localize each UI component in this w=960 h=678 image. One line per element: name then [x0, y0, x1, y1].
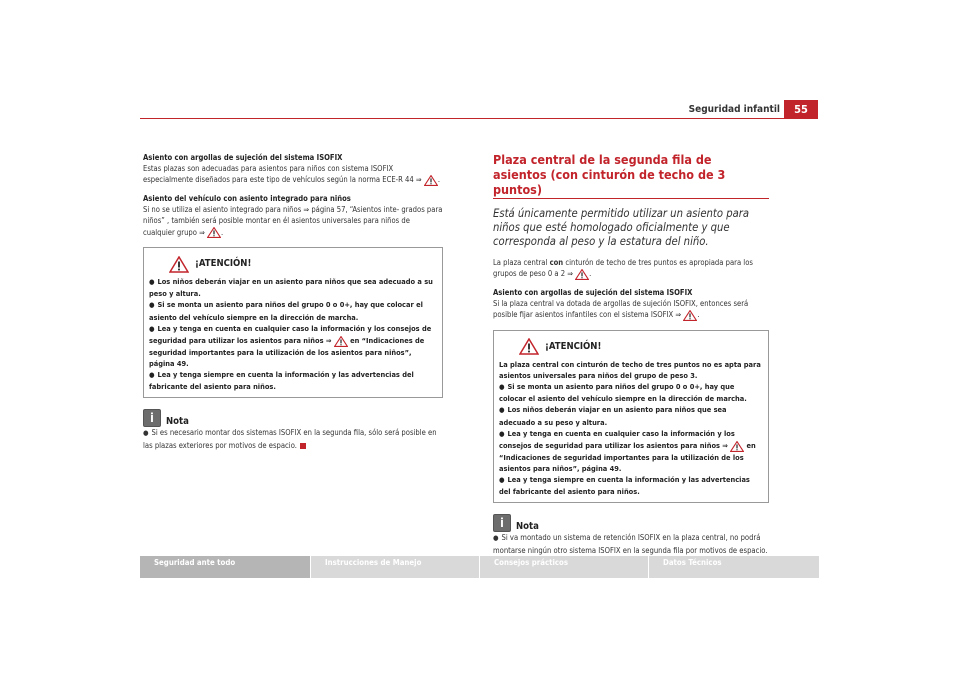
- warning-triangle-icon: [334, 336, 348, 347]
- paragraph-integrated-seat: Si no se utiliza el asiento integrado para niños ⇒ página 57, “Asientos inte- grados para niños” , también será posible montar en él asientos universales para niños de cualquier grupo ⇒ .: [143, 205, 443, 237]
- warning-triangle-icon: [575, 269, 589, 280]
- note-heading: i Nota: [493, 510, 769, 532]
- warning-box: [143, 247, 443, 398]
- warning-triangle-icon: [207, 227, 221, 238]
- warning-title: ¡ATENCIÓN!: [499, 337, 763, 357]
- warning-item: ● Lea y tenga en cuenta en cualquier caso la información y los consejos de seguridad para utilizar los asientos para niños ⇒ en “Indicaciones de seguridad importantes para la utilización de los asientos para niños”, página 49.: [499, 428, 756, 473]
- page-number: 55: [784, 100, 818, 119]
- warning-item: ● Lea y tenga siempre en cuenta la información y las advertencias del fabricante del asiento para niños.: [149, 369, 414, 392]
- warning-triangle-icon: [424, 175, 438, 186]
- left-column: [143, 152, 443, 451]
- footer-tab-consejos[interactable]: Consejos prácticos: [480, 556, 648, 578]
- footer-tab-instrucciones[interactable]: Instrucciones de Manejo: [311, 556, 479, 578]
- warning-item: ● Los niños deberán viajar en un asiento para niños que sea adecuado a su peso y altura.: [149, 277, 433, 299]
- warning-item: ● Si se monta un asiento para niños del grupo 0 o 0+, hay que colocar el asiento del vehículo siempre en la dirección de marcha.: [149, 300, 423, 322]
- note-heading: i Nota: [143, 405, 443, 427]
- note-text: ● Si es necesario montar dos sistemas ISOFIX en la segunda fila, sólo será posible en las plazas exteriores por motivos de espacio.: [143, 428, 437, 450]
- note-icon: i: [143, 409, 161, 427]
- warning-triangle-icon: [519, 338, 539, 355]
- warning-triangle-icon: [169, 256, 189, 273]
- warning-item: ● Lea y tenga en cuenta en cualquier caso la información y los consejos de seguridad para utilizar los asientos para niños ⇒ en “Indicaciones de seguridad importantes para la utilización de los asientos para niños”, página 49.: [149, 323, 432, 368]
- paragraph-central-seat: La plaza central con cinturón de techo de tres puntos es apropiada para los grupos de peso 0 a 2 ⇒ .: [493, 258, 753, 279]
- subheading-isofix: Asiento con argollas de sujeción del sistema ISOFIX: [143, 153, 343, 162]
- warning-title: ¡ATENCIÓN!: [149, 254, 437, 274]
- paragraph-isofix: Estas plazas son adecuadas para asientos para niños con sistema ISOFIX especialmente diseñados para este tipo de vehículos según la norma ECE-R 44 ⇒ .: [143, 164, 440, 185]
- header-rule: [140, 118, 818, 119]
- section-title: Plaza central de la segunda fila de asientos (con cinturón de techo de 3 puntos): [493, 152, 726, 197]
- warning-box: [493, 330, 769, 504]
- footer-tab-seguridad[interactable]: Seguridad ante todo: [140, 556, 310, 578]
- subheading-integrated-seat: Asiento del vehículo con asiento integrado para niños: [143, 193, 351, 203]
- warning-item: ● Si se monta un asiento para niños del grupo 0 o 0+, hay que colocar el asiento del vehículo siempre en la dirección de marcha.: [499, 382, 747, 404]
- running-header-title: Seguridad infantil: [688, 104, 780, 115]
- section-rule: [493, 198, 769, 199]
- footer-tab-datos[interactable]: Datos Técnicos: [649, 556, 819, 578]
- end-mark-icon: [300, 443, 306, 449]
- subheading-isofix-central: Asiento con argollas de sujeción del sistema ISOFIX: [493, 287, 693, 297]
- right-column: [493, 152, 769, 567]
- paragraph-isofix-central: Si la plaza central va dotada de argollas de sujeción ISOFIX, entonces será posible fijar asientos infantiles con el sistema ISOFIX ⇒ .: [493, 298, 749, 320]
- warning-item: ● Lea y tenga siempre en cuenta la información y las advertencias del fabricante del asiento para niños.: [499, 474, 750, 497]
- warning-triangle-icon: [683, 310, 697, 321]
- note-text: ● Si va montado un sistema de retención ISOFIX en la plaza central, no podrá montarse ningún otro sistema ISOFIX en la segunda fila por motivos de espacio.: [493, 532, 769, 567]
- warning-lead: La plaza central con cinturón de techo de tres puntos no es apta para asientos universales para niños del grupo de peso 3.: [499, 359, 761, 380]
- note-icon: i: [493, 514, 511, 532]
- section-intro: Está únicamente permitido utilizar un asiento para niños que esté homologado oficialmente y que corresponda al peso y la estatura del niño.: [493, 207, 750, 248]
- warning-item: ● Los niños deberán viajar en un asiento para niños que sea adecuado a su peso y altura.: [499, 405, 727, 427]
- warning-triangle-icon: [730, 441, 744, 452]
